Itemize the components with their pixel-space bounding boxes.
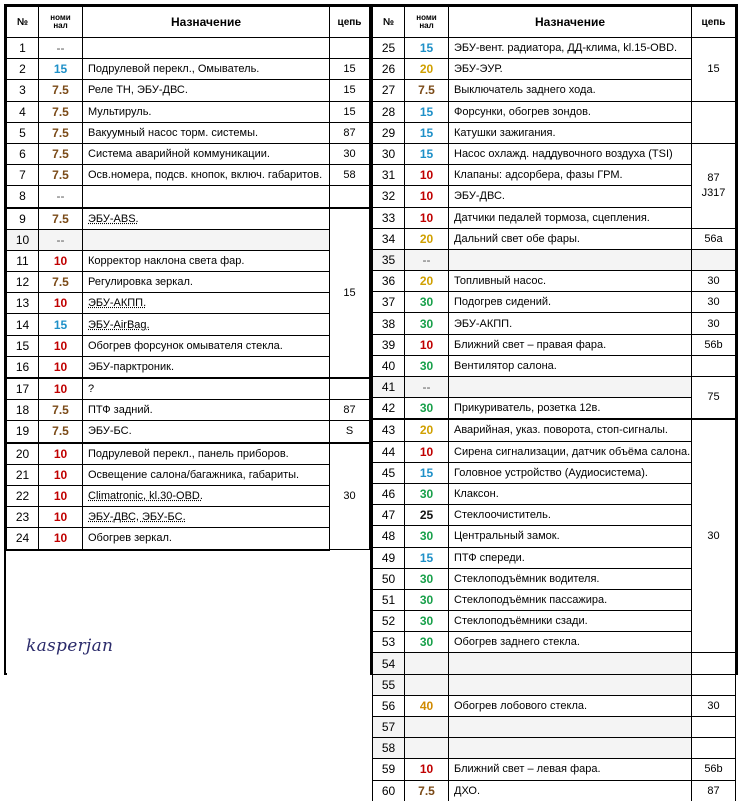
row-purpose: Стеклоочиститель.	[449, 505, 692, 526]
table-row	[7, 80, 370, 101]
row-circuit	[692, 717, 736, 738]
table-row	[373, 207, 736, 228]
row-number: 21	[7, 464, 39, 485]
table-row	[7, 356, 370, 378]
row-purpose: Реле ТН, ЭБУ-ДВС.	[83, 80, 330, 101]
left-fuse-table	[6, 6, 370, 709]
row-purpose: Клапаны: адсорбера, фазы ГРМ.	[449, 165, 692, 186]
row-purpose: Освещение салона/багажника, габариты.	[83, 464, 330, 485]
row-amp: 10	[39, 378, 83, 400]
row-number: 45	[373, 462, 405, 483]
table-row	[7, 143, 370, 164]
row-number: 47	[373, 505, 405, 526]
row-number: 13	[7, 293, 39, 314]
row-circuit-group: 30	[330, 443, 370, 550]
table-row	[373, 38, 736, 59]
row-amp: 7.5	[39, 400, 83, 421]
row-number: 57	[373, 717, 405, 738]
header-purpose: Назначение	[83, 7, 330, 38]
table-row	[373, 441, 736, 462]
row-amp: 10	[405, 186, 449, 207]
row-number: 49	[373, 547, 405, 568]
table-row	[7, 250, 370, 271]
row-number: 46	[373, 483, 405, 504]
row-amp	[405, 653, 449, 674]
row-amp: 10	[405, 441, 449, 462]
right-table-panel	[372, 6, 736, 798]
row-number: 39	[373, 334, 405, 355]
row-amp: 30	[405, 611, 449, 632]
row-purpose	[449, 717, 692, 738]
table-row	[373, 186, 736, 207]
row-number: 42	[373, 398, 405, 420]
row-purpose: Клаксон.	[449, 483, 692, 504]
row-amp: 10	[405, 334, 449, 355]
table-row	[373, 780, 736, 801]
row-amp: 30	[405, 313, 449, 334]
row-purpose: Форсунки, обогрев зондов.	[449, 101, 692, 122]
row-circuit	[692, 249, 736, 270]
row-number: 59	[373, 759, 405, 780]
table-row	[373, 355, 736, 376]
row-circuit-group: 15	[692, 38, 736, 102]
row-number: 34	[373, 228, 405, 249]
row-number: 20	[7, 443, 39, 465]
row-amp: 20	[405, 59, 449, 80]
row-purpose	[449, 249, 692, 270]
row-purpose: Подогрев сидений.	[449, 292, 692, 313]
row-number: 36	[373, 271, 405, 292]
table-row	[7, 229, 370, 250]
row-purpose: Подрулевой перекл., панель приборов.	[83, 443, 330, 465]
row-number: 8	[7, 186, 39, 208]
row-number: 55	[373, 674, 405, 695]
row-amp: 10	[405, 165, 449, 186]
table-row	[373, 165, 736, 186]
row-purpose	[449, 377, 692, 398]
row-purpose: Центральный замок.	[449, 526, 692, 547]
row-number: 12	[7, 272, 39, 293]
row-purpose	[83, 229, 330, 250]
table-row	[373, 101, 736, 122]
row-circuit	[692, 355, 736, 376]
table-row	[7, 400, 370, 421]
row-amp: 40	[405, 695, 449, 716]
row-amp: 10	[39, 443, 83, 465]
row-purpose: Стеклоподъёмник пассажира.	[449, 589, 692, 610]
row-number: 41	[373, 377, 405, 398]
row-amp: 10	[405, 759, 449, 780]
row-amp: 15	[405, 101, 449, 122]
table-row	[7, 186, 370, 208]
right-fuse-table	[372, 6, 736, 801]
table-row	[373, 313, 736, 334]
row-purpose: ПТФ задний.	[83, 400, 330, 421]
row-number: 6	[7, 143, 39, 164]
row-amp: 30	[405, 355, 449, 376]
table-row	[7, 101, 370, 122]
row-circuit: 30	[692, 695, 736, 716]
table-row	[373, 80, 736, 101]
row-purpose: Сирена сигнализации, датчик объёма салона.	[449, 441, 692, 462]
table-row	[373, 249, 736, 270]
row-number: 23	[7, 507, 39, 528]
table-row	[373, 271, 736, 292]
table-row	[7, 485, 370, 506]
table-row	[7, 378, 370, 400]
row-circuit: 87	[330, 122, 370, 143]
row-purpose: Катушки зажигания.	[449, 122, 692, 143]
row-purpose: Вакуумный насос торм. системы.	[83, 122, 330, 143]
row-purpose: Обогрев заднего стекла.	[449, 632, 692, 653]
row-circuit: 30	[692, 313, 736, 334]
row-amp: 30	[405, 398, 449, 420]
row-amp: 30	[405, 589, 449, 610]
table-row	[7, 293, 370, 314]
row-purpose: Обогрев форсунок омывателя стекла.	[83, 335, 330, 356]
row-amp: --	[39, 38, 83, 59]
row-amp: 7.5	[39, 421, 83, 443]
row-circuit: S	[330, 421, 370, 443]
left-table-panel	[6, 6, 372, 673]
watermark-signature: kasperjan	[26, 636, 114, 656]
row-number: 10	[7, 229, 39, 250]
table-row	[373, 377, 736, 398]
row-number: 58	[373, 738, 405, 759]
row-number: 9	[7, 208, 39, 230]
row-circuit: 15	[330, 101, 370, 122]
row-purpose: Система аварийной коммуникации.	[83, 143, 330, 164]
row-purpose: ЭБУ-парктроник.	[83, 356, 330, 378]
row-number: 38	[373, 313, 405, 334]
header-num: №	[7, 7, 39, 38]
table-row	[373, 505, 736, 526]
table-row	[7, 507, 370, 528]
row-amp: 7.5	[39, 272, 83, 293]
row-purpose: Climatronic, kl.30-OBD.	[83, 485, 330, 506]
row-circuit: 56a	[692, 228, 736, 249]
row-purpose: Корректор наклона света фар.	[83, 250, 330, 271]
row-circuit	[692, 674, 736, 695]
row-purpose	[449, 674, 692, 695]
row-number: 25	[373, 38, 405, 59]
table-row	[373, 462, 736, 483]
row-number: 2	[7, 59, 39, 80]
row-amp: --	[39, 229, 83, 250]
row-purpose: Стеклоподъёмник водителя.	[449, 568, 692, 589]
table-row	[373, 674, 736, 695]
row-number: 40	[373, 355, 405, 376]
table-row	[7, 464, 370, 485]
row-amp: 20	[405, 419, 449, 441]
row-circuit	[330, 378, 370, 400]
row-amp: 10	[405, 207, 449, 228]
table-row	[373, 59, 736, 80]
row-amp: 20	[405, 271, 449, 292]
row-amp: 30	[405, 568, 449, 589]
row-purpose: Аварийная, указ. поворота, стоп-сигналы.	[449, 419, 692, 441]
table-row	[7, 314, 370, 335]
row-purpose: Прикуриватель, розетка 12в.	[449, 398, 692, 420]
right-table-header-row	[373, 7, 736, 38]
row-number: 28	[373, 101, 405, 122]
left-table-header-row	[7, 7, 370, 38]
circuit-line-1: 87	[707, 171, 720, 184]
row-purpose	[449, 653, 692, 674]
row-number: 1	[7, 38, 39, 59]
row-amp: 7.5	[39, 165, 83, 186]
row-circuit	[692, 738, 736, 759]
table-row	[373, 398, 736, 420]
table-row	[7, 421, 370, 443]
row-purpose	[449, 738, 692, 759]
table-row	[7, 443, 370, 465]
row-number: 17	[7, 378, 39, 400]
row-purpose: Ближний свет – правая фара.	[449, 334, 692, 355]
table-row	[7, 59, 370, 80]
row-purpose: ЭБУ-ДВС.	[449, 186, 692, 207]
row-purpose	[83, 38, 330, 59]
row-circuit: 30	[692, 292, 736, 313]
table-row	[7, 165, 370, 186]
row-amp: 7.5	[39, 143, 83, 164]
row-number: 14	[7, 314, 39, 335]
table-row	[7, 528, 370, 550]
row-number: 48	[373, 526, 405, 547]
row-number: 53	[373, 632, 405, 653]
row-circuit: 87	[330, 400, 370, 421]
row-number: 43	[373, 419, 405, 441]
row-circuit: 87	[692, 780, 736, 801]
row-circuit	[330, 38, 370, 59]
row-amp: 25	[405, 505, 449, 526]
row-amp: 15	[39, 59, 83, 80]
row-amp: 20	[405, 228, 449, 249]
circuit-line-2: J317	[701, 186, 726, 199]
table-row	[373, 759, 736, 780]
row-purpose: ЭБУ-AirBag.	[83, 314, 330, 335]
table-row	[373, 483, 736, 504]
header-circuit: цепь	[692, 7, 736, 38]
header-circuit: цепь	[330, 7, 370, 38]
row-amp: 10	[39, 335, 83, 356]
row-purpose: ЭБУ-вент. радиатора, ДД-клима, kl.15-OBD.	[449, 38, 692, 59]
row-amp: 10	[39, 250, 83, 271]
row-circuit-group: 75	[692, 377, 736, 420]
header-num: №	[373, 7, 405, 38]
row-amp: 15	[405, 547, 449, 568]
row-number: 30	[373, 143, 405, 164]
row-purpose: ЭБУ-ABS.	[83, 208, 330, 230]
row-number: 33	[373, 207, 405, 228]
row-amp: 15	[405, 462, 449, 483]
row-purpose: Обогрев лобового стекла.	[449, 695, 692, 716]
row-number: 54	[373, 653, 405, 674]
row-purpose: ДХО.	[449, 780, 692, 801]
row-circuit: 15	[330, 80, 370, 101]
table-row	[373, 653, 736, 674]
row-amp: 30	[405, 526, 449, 547]
row-purpose: ЭБУ-ДВС, ЭБУ-БС.	[83, 507, 330, 528]
row-number: 56	[373, 695, 405, 716]
row-purpose: ?	[83, 378, 330, 400]
row-circuit: 15	[330, 59, 370, 80]
row-amp: --	[39, 186, 83, 208]
table-row	[373, 143, 736, 164]
header-nominal: номи нал	[405, 7, 449, 38]
row-number: 31	[373, 165, 405, 186]
table-row	[7, 335, 370, 356]
row-amp: 7.5	[39, 208, 83, 230]
row-number: 18	[7, 400, 39, 421]
table-row	[373, 526, 736, 547]
table-row	[373, 589, 736, 610]
table-row	[373, 568, 736, 589]
row-purpose: Обогрев зеркал.	[83, 528, 330, 550]
row-number: 50	[373, 568, 405, 589]
row-number: 60	[373, 780, 405, 801]
header-purpose: Назначение	[449, 7, 692, 38]
row-purpose: ПТФ спереди.	[449, 547, 692, 568]
row-number: 24	[7, 528, 39, 550]
row-circuit: 30	[330, 143, 370, 164]
row-number: 32	[373, 186, 405, 207]
row-amp: 30	[405, 632, 449, 653]
row-purpose: Выключатель заднего хода.	[449, 80, 692, 101]
row-amp: 10	[39, 356, 83, 378]
row-number: 3	[7, 80, 39, 101]
row-purpose: ЭБУ-БС.	[83, 421, 330, 443]
row-purpose: Дальний свет обе фары.	[449, 228, 692, 249]
row-amp: 15	[405, 143, 449, 164]
row-purpose: Регулировка зеркал.	[83, 272, 330, 293]
table-row	[373, 695, 736, 716]
row-circuit: 30	[692, 271, 736, 292]
row-number: 19	[7, 421, 39, 443]
row-purpose: ЭБУ-АКПП.	[83, 293, 330, 314]
row-number: 11	[7, 250, 39, 271]
row-amp: 10	[39, 485, 83, 506]
row-circuit-group: 30	[692, 419, 736, 653]
table-row	[7, 122, 370, 143]
row-purpose: Мультируль.	[83, 101, 330, 122]
row-number: 51	[373, 589, 405, 610]
row-amp: 7.5	[39, 122, 83, 143]
row-circuit: 56b	[692, 759, 736, 780]
row-number: 27	[373, 80, 405, 101]
row-number: 15	[7, 335, 39, 356]
row-number: 35	[373, 249, 405, 270]
table-row	[7, 272, 370, 293]
row-circuit: 58	[330, 165, 370, 186]
row-number: 29	[373, 122, 405, 143]
row-circuit-group: 15	[330, 208, 370, 379]
row-purpose: Ближний свет – левая фара.	[449, 759, 692, 780]
row-amp: 10	[39, 293, 83, 314]
row-circuit-group	[692, 143, 736, 228]
row-purpose: Топливный насос.	[449, 271, 692, 292]
table-row	[373, 334, 736, 355]
table-row	[373, 547, 736, 568]
row-circuit	[692, 653, 736, 674]
row-amp: 30	[405, 483, 449, 504]
row-purpose: Насос охлажд. наддувочного воздуха (TSI)	[449, 143, 692, 164]
row-purpose	[83, 186, 330, 208]
row-amp: 7.5	[405, 80, 449, 101]
row-number: 44	[373, 441, 405, 462]
table-row	[373, 738, 736, 759]
row-number: 16	[7, 356, 39, 378]
table-row	[7, 38, 370, 59]
table-row	[373, 419, 736, 441]
row-purpose: ЭБУ-ЭУР.	[449, 59, 692, 80]
row-number: 7	[7, 165, 39, 186]
empty-area-row	[7, 550, 370, 709]
row-amp: 15	[405, 122, 449, 143]
row-amp: 10	[39, 528, 83, 550]
row-number: 52	[373, 611, 405, 632]
table-row	[373, 632, 736, 653]
row-circuit-group	[692, 101, 736, 143]
table-row	[373, 292, 736, 313]
row-amp: --	[405, 377, 449, 398]
row-amp: 15	[405, 38, 449, 59]
row-circuit	[330, 186, 370, 208]
table-row	[373, 228, 736, 249]
row-amp: 10	[39, 507, 83, 528]
table-row	[7, 208, 370, 230]
row-amp: 15	[39, 314, 83, 335]
row-purpose: Головное устройство (Аудиосистема).	[449, 462, 692, 483]
row-amp: 7.5	[39, 101, 83, 122]
row-purpose: Вентилятор салона.	[449, 355, 692, 376]
row-amp: 10	[39, 464, 83, 485]
table-row	[373, 717, 736, 738]
row-amp	[405, 674, 449, 695]
row-number: 26	[373, 59, 405, 80]
row-amp	[405, 738, 449, 759]
row-number: 5	[7, 122, 39, 143]
row-purpose: ЭБУ-АКПП.	[449, 313, 692, 334]
row-amp	[405, 717, 449, 738]
row-amp: 7.5	[39, 80, 83, 101]
row-number: 37	[373, 292, 405, 313]
row-purpose: Датчики педалей тормоза, сцепления.	[449, 207, 692, 228]
row-amp: 7.5	[405, 780, 449, 801]
row-amp: 30	[405, 292, 449, 313]
row-amp: --	[405, 249, 449, 270]
table-row	[373, 611, 736, 632]
header-nominal: номи нал	[39, 7, 83, 38]
empty-area	[7, 550, 370, 709]
row-purpose: Осв.номера, подсв. кнопок, включ. габаритов.	[83, 165, 330, 186]
row-circuit: 56b	[692, 334, 736, 355]
fuse-table-grid	[4, 4, 738, 798]
row-purpose: Стеклоподъёмники сзади.	[449, 611, 692, 632]
row-number: 22	[7, 485, 39, 506]
row-number: 4	[7, 101, 39, 122]
row-purpose: Подрулевой перекл., Омыватель.	[83, 59, 330, 80]
table-row	[373, 122, 736, 143]
